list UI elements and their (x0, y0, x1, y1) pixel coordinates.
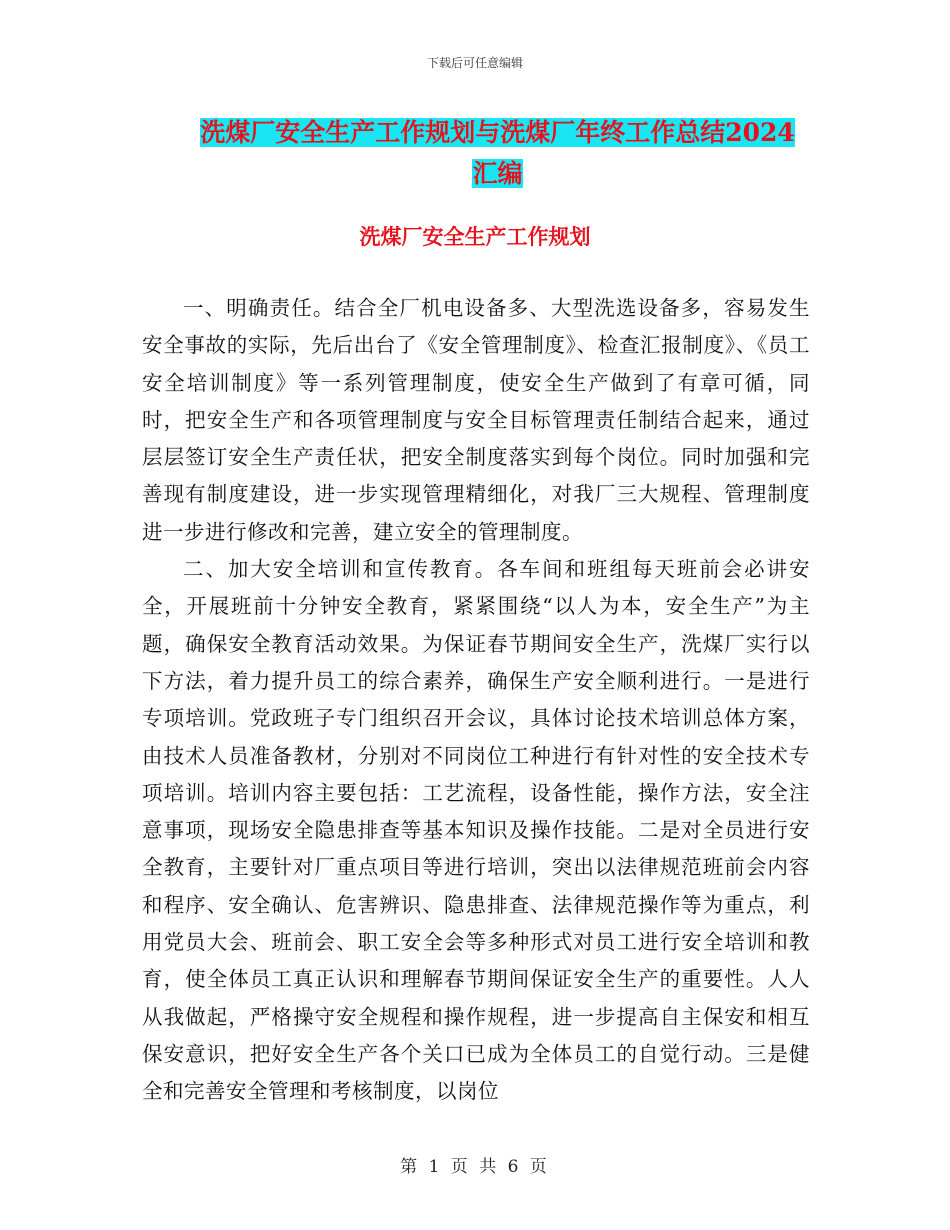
page-number: 第 1 页 共 6 页 (400, 1157, 550, 1177)
document-title (190, 112, 805, 194)
section-title: 洗煤厂安全生产工作规划 (359, 224, 591, 249)
paragraph-training: 二、加大安全培训和宣传教育。各车间和班组每天班前会必讲安全，开展班前十分钟安全教育，紧紧围绕“以人为本，安全生产”为主题，确保安全教育活动效果。为保证春节期间安全生产，洗煤厂实行以下方法，着力提升员工的综合素养，确保生产安全顺利进行。一是进行专项培训。党政班子专门组织召开会议，具体讨论技术培训总体方案，由技术人员准备教材，分别对不同岗位工种进行有针对性的安全技术专项培训。培训内容主要包括：工艺流程，设备性能，操作方法，安全注意事项，现场安全隐患排查等基本知识及操作技能。二是对全员进行安全教育，主要针对厂重点项目等进行培训，突出以法律规范班前会内容和程序、安全确认、危害辨识、隐患排查、法律规范操作等为重点，利用党员大会、班前会、职工安全会等多种形式对员工进行安全培训和教育，使全体员工真正认识和理解春节期间保证安全生产的重要性。人人从我做起，严格操守安全规程和操作规程，进一步提高自主保安和相互保安意识，把好安全生产各个关口已成为全体员工的自觉行动。三是健全和完善安全管理和考核制度，以岗位 (142, 557, 810, 1104)
paragraph-responsibility: 一、明确责任。结合全厂机电设备多、大型洗选设备多，容易发生安全事故的实际，先后出台了《安全管理制度》、检查汇报制度》、《员工安全培训制度》等一系列管理制度，使安全生产做到了有章可循，同时，把安全生产和各项管理制度与安全目标管理责任制结合起来，通过层层签订安全生产责任状，把安全制度落实到每个岗位。同时加强和完善现有制度建设，进一步实现管理精细化，对我厂三大规程、管理制度进一步进行修改和完善，建立安全的管理制度。 (142, 296, 810, 544)
document-title-text: 洗煤厂安全生产工作规划与洗煤厂年终工作总结2024汇编 (200, 118, 795, 188)
header-note: 下载后可任意编辑 (426, 56, 523, 70)
document-body (142, 290, 810, 1111)
